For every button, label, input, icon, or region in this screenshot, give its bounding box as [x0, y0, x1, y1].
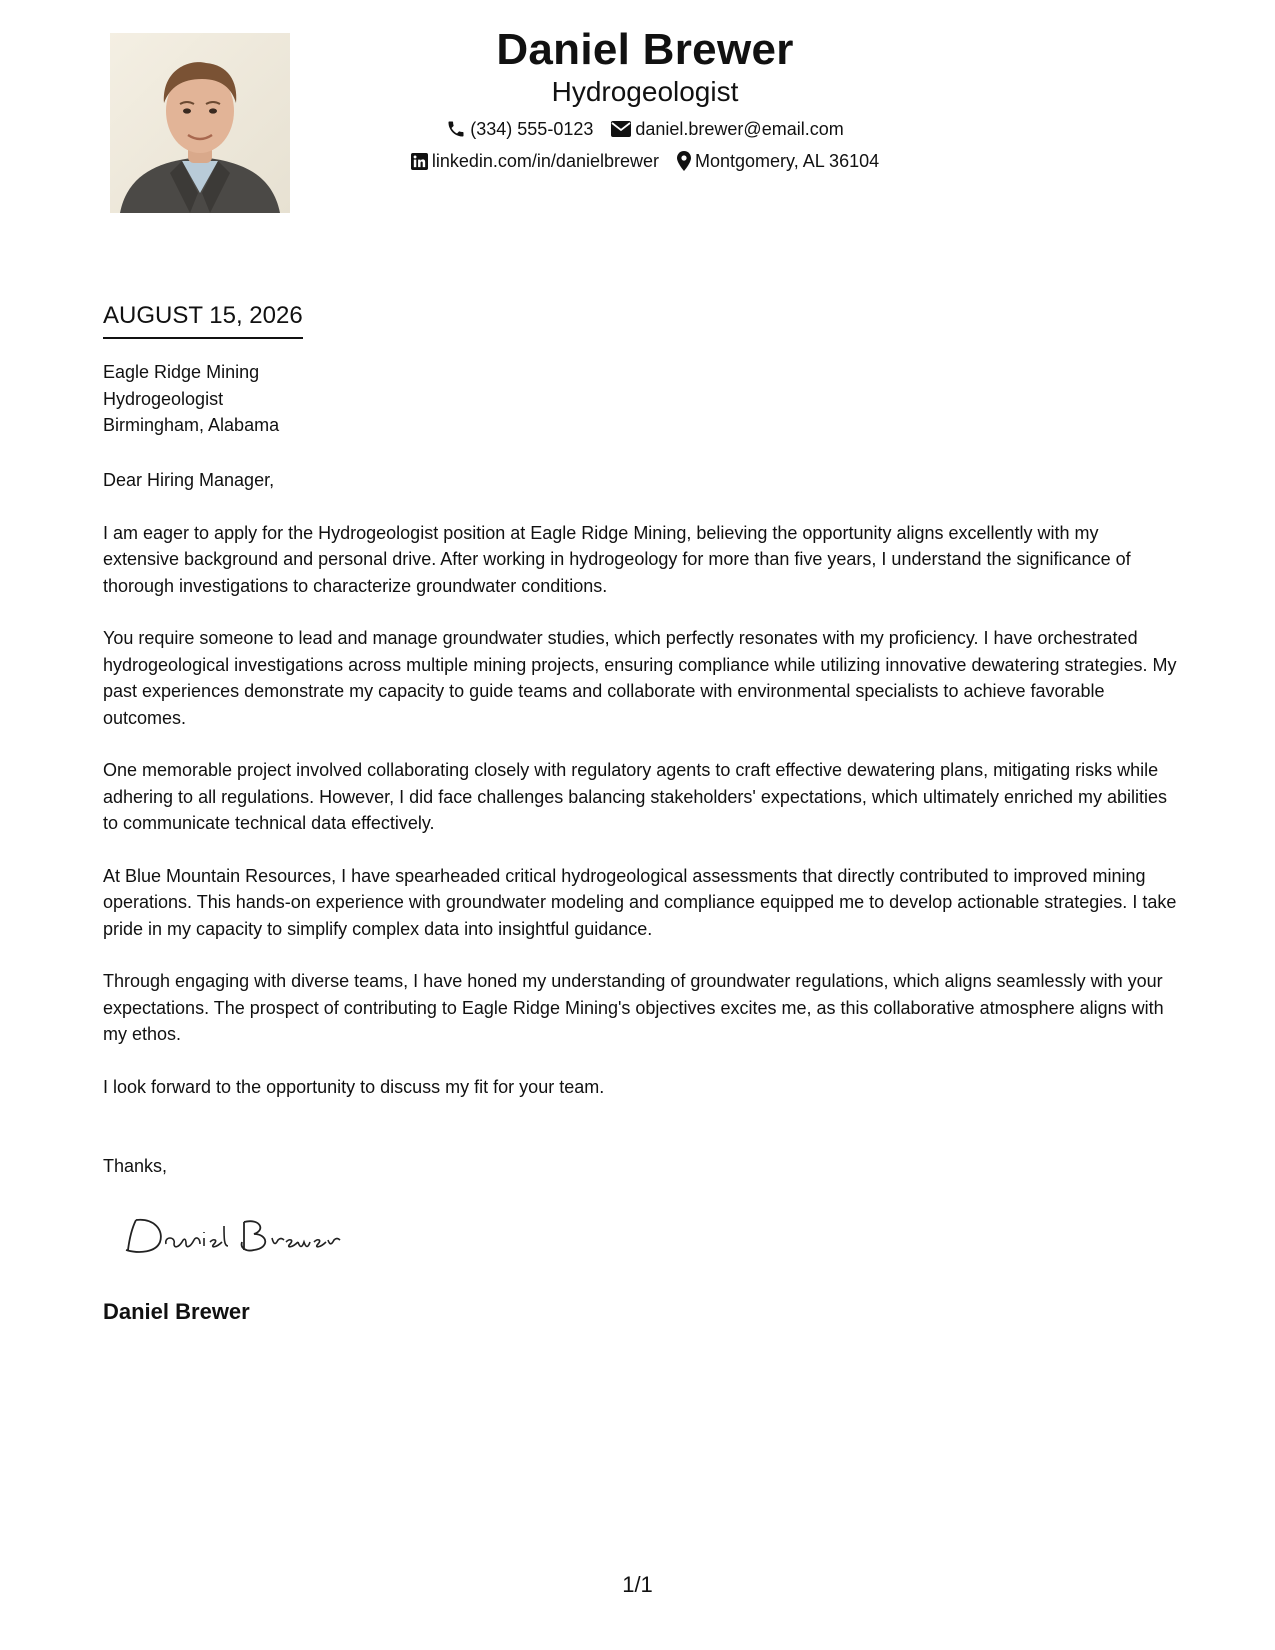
page-number: 1/1: [622, 1572, 653, 1597]
contact-row-secondary: [360, 145, 930, 177]
email-address[interactable]: daniel.brewer@email.com: [635, 119, 844, 139]
applicant-title: Hydrogeologist: [551, 76, 739, 107]
salutation: Dear Hiring Manager,: [103, 470, 275, 490]
phone-number[interactable]: (334) 555-0123: [470, 119, 594, 139]
paragraph: At Blue Mountain Resources, I have spearheaded critical hydrogeological assessments that directly contributed to improved mining operations. This hands-on experience with groundwater modeling and compliance equipped me to develop actionable strategies. I take pride in my capacity to simplify complex data into insightful guidance.: [103, 865, 1177, 939]
phone-contact: [446, 113, 593, 145]
recipient-location: Birmingham, Alabama: [103, 415, 280, 435]
paragraph: Through engaging with diverse teams, I have honed my understanding of groundwater regulations, which aligns seamlessly with your expectations. The prospect of contributing to Eagle Ridge Mining's objectives excites me, as this collaborative atmosphere aligns with my ethos.: [103, 971, 1164, 1044]
email-contact: [611, 113, 843, 145]
recipient-block: [103, 359, 279, 439]
paragraph: You require someone to lead and manage groundwater studies, which perfectly resonates with my proficiency. I have orchestrated hydrogeological investigations across multiple mining projects, ensuring compliance while utilizing innovative dewatering strategies. My past experiences demonstrate my capacity to guide teams and collaborate with environmental specialists to achieve favorable outcomes.: [103, 628, 1177, 728]
handwritten-signature: [120, 1208, 350, 1273]
recipient-company: Eagle Ridge Mining: [103, 362, 260, 382]
envelope-icon: [611, 121, 631, 137]
date-block: [103, 299, 303, 339]
paragraph: I am eager to apply for the Hydrogeologist position at Eagle Ridge Mining, believing the opportunity aligns excellently with my extensive background and personal drive. After working in hydrogeology for more than five years, I understand the significance of thorough investigations to characterize groundwater conditions.: [103, 522, 1131, 596]
linkedin-url[interactable]: linkedin.com/in/danielbrewer: [431, 151, 659, 171]
letter-body: [103, 467, 1178, 1126]
location-contact: [677, 145, 879, 177]
paragraph: I look forward to the opportunity to discuss my fit for your team.: [103, 1076, 605, 1097]
header: [360, 22, 930, 177]
contact-row-primary: [360, 113, 930, 145]
closing: Thanks,: [103, 1156, 168, 1176]
location-text: Montgomery, AL 36104: [695, 151, 880, 171]
linkedin-contact: [411, 145, 659, 177]
linkedin-icon: [411, 153, 428, 170]
recipient-position: Hydrogeologist: [103, 388, 224, 409]
applicant-name: Daniel Brewer: [496, 25, 794, 74]
letter-date: AUGUST 15, 2026: [103, 299, 303, 339]
signer-name: Daniel Brewer: [103, 1299, 250, 1324]
phone-icon: [446, 119, 466, 139]
profile-photo: [110, 33, 290, 213]
map-pin-icon: [677, 151, 691, 171]
paragraph: One memorable project involved collaborating closely with regulatory agents to craft effective dewatering plans, mitigating risks while adhering to all regulations. However, I did face challenges balancing stakeholders' expectations, which ultimately enriched my abilities to communicate technical data effectively.: [103, 760, 1168, 833]
